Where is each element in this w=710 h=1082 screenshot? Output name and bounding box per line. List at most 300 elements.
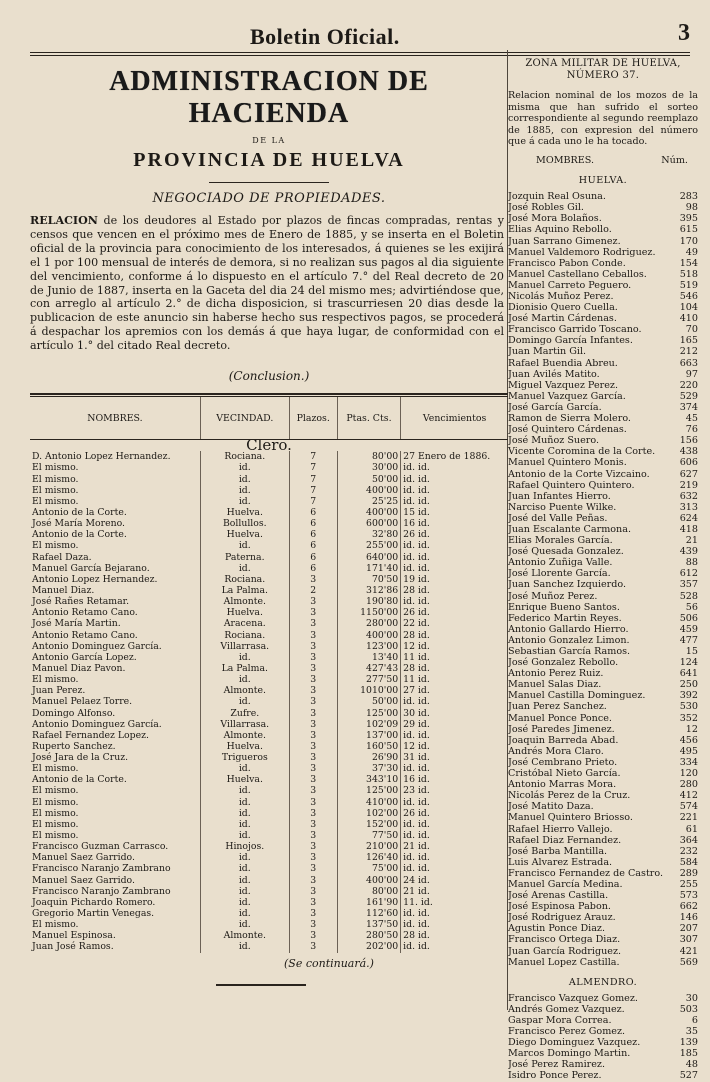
row-vecindad: id. <box>200 462 289 473</box>
list-item <box>508 635 698 646</box>
recruit-name: Dionisio Quero Cuella. <box>508 302 618 314</box>
zona-heading-1: ZONA MILITAR DE HUELVA, <box>525 58 681 69</box>
row-ptas: 400'00 <box>337 629 400 640</box>
recruit-name: Antonio Gonzalez Limon. <box>508 634 630 646</box>
row-vecindad: id. <box>200 908 289 919</box>
row-ptas: 26'90 <box>337 752 400 763</box>
row-ptas: 126'40 <box>337 852 400 863</box>
row-vecindad: id. <box>200 540 289 551</box>
recruit-number: 612 <box>679 568 698 580</box>
row-plazos: 3 <box>289 596 337 607</box>
table-row <box>30 574 508 585</box>
list-item <box>508 679 698 690</box>
list-item <box>508 1004 698 1015</box>
row-vecindad: id. <box>200 473 289 484</box>
recruit-number: 12 <box>685 723 698 735</box>
recruit-number: 528 <box>679 590 698 602</box>
recruit-name: Vicente Coromina de la Corte. <box>508 446 656 458</box>
table-row <box>30 551 508 562</box>
row-vecindad: id. <box>200 496 289 507</box>
recruit-number: 283 <box>679 191 698 203</box>
row-name: Antonio de la Corte. <box>32 774 127 786</box>
list-item <box>508 923 698 934</box>
list-item <box>508 901 698 912</box>
recruit-number: 280 <box>679 779 698 791</box>
group-label: Clero. <box>246 439 292 452</box>
table-row <box>30 451 508 462</box>
right-column <box>508 58 698 1082</box>
list-item <box>508 868 698 879</box>
row-plazos: 3 <box>289 908 337 919</box>
row-plazos: 3 <box>289 607 337 618</box>
list-item <box>508 402 698 413</box>
recruit-name: Jozquin Real Osuna. <box>508 191 606 203</box>
almendro-list <box>508 993 698 1082</box>
row-vecindad: id. <box>200 785 289 796</box>
row-plazos: 3 <box>289 618 337 629</box>
recruit-name: José Paredes Jimenez. <box>508 723 615 735</box>
row-vencimiento: 27 id. <box>401 685 508 696</box>
row-plazos: 3 <box>289 785 337 796</box>
row-vencimiento: id. id. <box>401 863 508 874</box>
row-vecindad: Trigueros <box>200 752 289 763</box>
row-vecindad: Huelva. <box>200 607 289 618</box>
recruit-name: Cristóbal Nieto García. <box>508 768 621 780</box>
table-row <box>30 886 508 897</box>
table-row <box>30 908 508 919</box>
table-row <box>30 473 508 484</box>
recruit-name: Juan Avilés Matito. <box>508 368 600 380</box>
row-name: El mismo. <box>32 495 79 507</box>
recruit-number: 606 <box>679 457 698 469</box>
recruit-number: 313 <box>679 501 698 513</box>
list-item <box>508 213 698 224</box>
table-row <box>30 507 508 518</box>
list-item <box>508 934 698 945</box>
recruit-name: Manuel García Medina. <box>508 878 623 890</box>
recruit-number: 76 <box>685 424 698 436</box>
row-name: Francisco Guzman Carrasco. <box>32 841 169 853</box>
recruit-name: Francisco Vazquez Gomez. <box>508 992 638 1004</box>
recruit-name: Luis Alvarez Estrada. <box>508 856 613 868</box>
row-ptas: 13'40 <box>337 652 400 663</box>
row-vencimiento: id. id. <box>401 496 508 507</box>
table-row <box>30 875 508 886</box>
row-vecindad: Bollullos. <box>200 518 289 529</box>
recruit-number: 418 <box>679 523 698 535</box>
table-row <box>30 462 508 473</box>
list-item <box>508 535 698 546</box>
row-plazos: 3 <box>289 574 337 585</box>
notice-paragraph <box>30 214 508 353</box>
row-vencimiento: id. id. <box>401 941 508 952</box>
table-row <box>30 652 508 663</box>
list-item <box>508 202 698 213</box>
recruit-name: Elias Aquino Rebollo. <box>508 224 612 236</box>
row-plazos: 3 <box>289 696 337 707</box>
list-item <box>508 546 698 557</box>
row-name: El mismo. <box>32 540 79 552</box>
recruit-number: 627 <box>679 468 698 480</box>
recruit-name: Manuel Quintero Monis. <box>508 457 627 469</box>
table-row <box>30 540 508 551</box>
row-ptas: 400'00 <box>337 507 400 518</box>
recruit-name: Joaquin Barreda Abad. <box>508 734 619 746</box>
recruit-number: 573 <box>679 890 698 902</box>
row-vecindad: id. <box>200 674 289 685</box>
row-ptas: 280'50 <box>337 930 400 941</box>
row-vencimiento: 16 id. <box>401 774 508 785</box>
recruit-number: 615 <box>679 224 698 236</box>
row-plazos: 7 <box>289 451 337 462</box>
recruit-number: 663 <box>679 357 698 369</box>
newspaper-title: Boletin Oficial. <box>250 24 400 49</box>
row-vencimiento: 16 id. <box>401 518 508 529</box>
row-ptas: 70'50 <box>337 574 400 585</box>
row-vencimiento: id. id. <box>401 819 508 830</box>
row-vencimiento: 30 id. <box>401 707 508 718</box>
row-vencimiento: 21 id. <box>401 841 508 852</box>
row-vecindad: id. <box>200 696 289 707</box>
recruit-number: 289 <box>679 867 698 879</box>
row-vencimiento: 27 Enero de 1886. <box>401 451 508 462</box>
debtors-table <box>30 396 508 952</box>
list-item <box>508 668 698 679</box>
recruit-number: 506 <box>679 612 698 624</box>
table-row <box>30 663 508 674</box>
recruit-name: Francisco Pabon Conde. <box>508 257 626 269</box>
recruit-number: 503 <box>679 1003 698 1015</box>
continues-note: (Se continuará.) <box>284 956 374 970</box>
row-vecindad: id. <box>200 919 289 930</box>
row-name: El mismo. <box>32 807 79 819</box>
row-name: Rafael Fernandez Lopez. <box>32 729 149 741</box>
recruit-number: 221 <box>679 812 698 824</box>
table-row <box>30 919 508 930</box>
list-item <box>508 957 698 968</box>
recruit-name: José Matito Daza. <box>508 801 594 813</box>
list-item <box>508 280 698 291</box>
row-name: Ruperto Sanchez. <box>32 740 116 752</box>
row-vecindad: Aracena. <box>200 618 289 629</box>
header-ptas: Ptas. Cts. <box>337 397 400 440</box>
row-ptas: 600'00 <box>337 518 400 529</box>
row-name: Antonio Lopez Hernandez. <box>32 573 158 585</box>
row-name: Antonio Dominguez García. <box>32 640 162 652</box>
row-plazos: 6 <box>289 540 337 551</box>
row-vecindad: Huelva. <box>200 741 289 752</box>
row-ptas: 255'00 <box>337 540 400 551</box>
row-vecindad: id. <box>200 941 289 952</box>
row-plazos: 3 <box>289 875 337 886</box>
recruit-number: 530 <box>679 701 698 713</box>
list-item <box>508 324 698 335</box>
row-vecindad: Almonte. <box>200 596 289 607</box>
recruit-name: Francisco Fernandez de Castro. <box>508 867 664 879</box>
row-vecindad: La Palma. <box>200 663 289 674</box>
row-name: Antonio de la Corte. <box>32 506 127 518</box>
recruit-number: 412 <box>679 790 698 802</box>
row-vencimiento: 28 id. <box>401 663 508 674</box>
recruit-number: 250 <box>679 679 698 691</box>
row-ptas: 160'50 <box>337 741 400 752</box>
row-vecindad: Huelva. <box>200 774 289 785</box>
list-item <box>508 313 698 324</box>
list-item <box>508 346 698 357</box>
table-row <box>30 863 508 874</box>
recruit-number: 546 <box>679 291 698 302</box>
recruit-name: José Muñoz Suero. <box>508 435 600 447</box>
row-vecindad: id. <box>200 830 289 841</box>
table-row <box>30 830 508 841</box>
paragraph-body: de los deudores al Estado por plazos de fincas compradas, rentas y censos que vencen en el próximo mes de Enero de 1885, y se inserta en el Boletin oficial de la provincia para conocimiento de los interesados, á quienes se les exijirá el 1 por 100 mensual de interés de demora, si no realizan sus pagos al dia siguiente del vencimiento, conforme á lo dispuesto en el artículo 7.° del Real decreto de 20 de Junio de 1887, inserta en la Gaceta del dia 24 del mismo mes; advirtiéndose que, con arreglo al artículo 2.° de dicha disposicion, si trascurriesen 20 dias desde la publicacion de este anuncio sin haberse hecho sus respectivos pagos, se procederá á despachar los apremios con los demás á que haya lugar, de conformidad con el artículo 1.° del citado Real decreto. <box>30 214 504 353</box>
row-name: Manuel Saez Garrido. <box>32 874 135 886</box>
recruit-name: Francisco Perez Gomez. <box>508 1026 626 1038</box>
huelva-list <box>508 191 698 968</box>
table-row <box>30 774 508 785</box>
table-row <box>30 696 508 707</box>
row-name: El mismo. <box>32 785 79 797</box>
row-ptas: 210'00 <box>337 841 400 852</box>
recruit-name: Antonio de la Corte Vizcaino. <box>508 468 650 480</box>
row-vencimiento: 28 id. <box>401 629 508 640</box>
row-plazos: 3 <box>289 797 337 808</box>
list-item <box>508 724 698 735</box>
recruit-number: 518 <box>679 268 698 280</box>
list-item <box>508 557 698 568</box>
row-vecindad: Almonte. <box>200 685 289 696</box>
row-vecindad: Almonte. <box>200 930 289 941</box>
recruit-name: Juan Infantes Hierro. <box>508 490 611 502</box>
list-item <box>508 768 698 779</box>
row-plazos: 6 <box>289 551 337 562</box>
list-item <box>508 491 698 502</box>
list-item <box>508 502 698 513</box>
recruit-number: 569 <box>679 956 698 968</box>
row-plazos: 3 <box>289 919 337 930</box>
list-item <box>508 335 698 346</box>
row-plazos: 3 <box>289 941 337 952</box>
recruit-number: 662 <box>679 901 698 913</box>
recruit-name: Gaspar Mora Correa. <box>508 1015 612 1026</box>
recruit-number: 88 <box>685 557 698 569</box>
recruit-number: 170 <box>679 235 698 247</box>
row-vecindad: Almonte. <box>200 730 289 741</box>
row-plazos: 6 <box>289 507 337 518</box>
recruit-name: Juan Sanchez Izquierdo. <box>508 579 627 591</box>
table-row <box>30 496 508 507</box>
list-item <box>508 247 698 258</box>
list-item <box>508 413 698 424</box>
recruit-name: Agustin Ponce Diaz. <box>508 923 606 935</box>
row-vencimiento: 12 id. <box>401 641 508 652</box>
recruit-name: Andrés Mora Claro. <box>508 745 604 757</box>
row-vencimiento: 15 id. <box>401 507 508 518</box>
table-row <box>30 730 508 741</box>
row-plazos: 2 <box>289 585 337 596</box>
recruit-name: José Espinosa Pabon. <box>508 901 611 913</box>
col-names-label: MOMBRES. <box>536 154 595 166</box>
row-vencimiento: id. id. <box>401 696 508 707</box>
header-plazos: Plazos. <box>289 397 337 440</box>
row-name: Antonio de la Corte. <box>32 529 127 541</box>
row-name: Juan Perez. <box>32 685 86 697</box>
list-item <box>508 524 698 535</box>
list-item <box>508 579 698 590</box>
recruit-name: José Quesada Gonzalez. <box>508 546 624 558</box>
recruit-name: Ramon de Sierra Molero. <box>508 413 631 425</box>
recruit-number: 165 <box>679 335 698 347</box>
row-name: Domingo Alfonso. <box>32 707 116 719</box>
recruit-number: 139 <box>679 1037 698 1049</box>
row-plazos: 3 <box>289 897 337 908</box>
row-vencimiento: id. id. <box>401 462 508 473</box>
recruit-name: Manuel Castilla Dominguez. <box>508 690 646 702</box>
row-vencimiento: 28 id. <box>401 585 508 596</box>
recruit-number: 146 <box>679 912 698 924</box>
recruit-number: 421 <box>679 945 698 957</box>
row-ptas: 137'00 <box>337 730 400 741</box>
table-row <box>30 629 508 640</box>
row-ptas: 25'25 <box>337 496 400 507</box>
recruit-number: 56 <box>685 601 698 613</box>
recruit-name: Federico Martin Reyes. <box>508 612 622 624</box>
row-vencimiento: 28 id. <box>401 930 508 941</box>
recruit-name: José García García. <box>508 401 602 413</box>
list-item <box>508 302 698 313</box>
row-ptas: 410'00 <box>337 797 400 808</box>
table-row <box>30 674 508 685</box>
row-vecindad: Huelva. <box>200 507 289 518</box>
huelva-heading: HUELVA. <box>578 175 628 187</box>
recruit-name: José Quintero Cárdenas. <box>508 424 627 436</box>
recruit-name: Rafael Hierro Vallejo. <box>508 823 613 835</box>
table-row <box>30 585 508 596</box>
recruit-name: Domingo García Infantes. <box>508 335 633 347</box>
table-row <box>30 808 508 819</box>
row-name: José María Martin. <box>32 618 121 630</box>
table-row <box>30 618 508 629</box>
row-vecindad: Rociana. <box>200 451 289 462</box>
paragraph-lead: RELACION <box>30 214 98 227</box>
row-ptas: 161'90 <box>337 897 400 908</box>
row-ptas: 125'00 <box>337 785 400 796</box>
row-plazos: 6 <box>289 529 337 540</box>
row-vencimiento: 26 id. <box>401 607 508 618</box>
row-plazos: 3 <box>289 730 337 741</box>
list-item <box>508 946 698 957</box>
recruit-number: 185 <box>679 1048 698 1060</box>
list-item <box>508 291 698 302</box>
table-row <box>30 596 508 607</box>
row-name: Gregorio Martin Venegas. <box>32 908 155 920</box>
list-item <box>508 779 698 790</box>
recruit-number: 364 <box>679 834 698 846</box>
row-ptas: 400'00 <box>337 875 400 886</box>
recruit-number: 527 <box>679 1070 698 1082</box>
row-vencimiento: 23 id. <box>401 785 508 796</box>
recruit-name: Juan Escalante Carmona. <box>508 523 632 535</box>
recruit-number: 207 <box>679 923 698 935</box>
recruit-name: Miguel Vazquez Perez. <box>508 379 618 391</box>
list-item <box>508 857 698 868</box>
recruit-number: 438 <box>679 446 698 458</box>
recruit-number: 154 <box>679 257 698 269</box>
recruit-number: 574 <box>679 801 698 813</box>
row-ptas: 112'60 <box>337 908 400 919</box>
row-plazos: 3 <box>289 741 337 752</box>
row-name: D. Antonio Lopez Hernandez. <box>32 451 171 463</box>
list-item <box>508 1037 698 1048</box>
table-row <box>30 518 508 529</box>
recruit-name: Francisco Ortega Diaz. <box>508 934 621 946</box>
relacion-text: Relacion nominal de los mozos de la misma que han sufrido el sorteo correspondiente al segundo reemplazo de 1885, con expresion del número que á cada uno le ha tocado. <box>508 90 698 148</box>
bottom-rule <box>216 984 306 986</box>
row-vecindad: id. <box>200 852 289 863</box>
list-item <box>508 746 698 757</box>
recruit-name: Rafael Quintero Quintero. <box>508 479 635 491</box>
table-row <box>30 741 508 752</box>
row-plazos: 3 <box>289 841 337 852</box>
recruit-name: Narciso Puente Wilke. <box>508 501 617 513</box>
list-item <box>508 824 698 835</box>
list-item <box>508 591 698 602</box>
list-item <box>508 690 698 701</box>
row-vencimiento: 29 id. <box>401 719 508 730</box>
list-item <box>508 469 698 480</box>
list-item <box>508 369 698 380</box>
list-item <box>508 358 698 369</box>
row-ptas: 32'80 <box>337 529 400 540</box>
recruit-name: Antonio Gallardo Hierro. <box>508 623 629 635</box>
recruit-number: 495 <box>679 745 698 757</box>
list-item <box>508 624 698 635</box>
recruit-name: José Llorente García. <box>508 568 611 580</box>
row-name: El mismo. <box>32 484 79 496</box>
list-item <box>508 269 698 280</box>
page-number: 3 <box>678 20 690 46</box>
short-rule <box>209 182 329 183</box>
table-row <box>30 707 508 718</box>
recruit-name: José Perez Ramirez. <box>508 1059 606 1071</box>
row-plazos: 3 <box>289 830 337 841</box>
row-plazos: 3 <box>289 819 337 830</box>
row-name: Manuel Saez Garrido. <box>32 852 135 864</box>
row-ptas: 1010'00 <box>337 685 400 696</box>
row-ptas: 102'00 <box>337 808 400 819</box>
recruit-name: José Cembrano Prieto. <box>508 756 618 768</box>
recruit-number: 156 <box>679 435 698 447</box>
list-header <box>508 155 698 166</box>
row-vencimiento: id. id. <box>401 919 508 930</box>
row-vencimiento: id. id. <box>401 797 508 808</box>
list-item <box>508 191 698 202</box>
col-num-label: Núm. <box>661 154 688 166</box>
recruit-number: 519 <box>679 279 698 291</box>
recruit-number: 624 <box>679 512 698 524</box>
row-plazos: 6 <box>289 518 337 529</box>
recruit-number: 70 <box>685 324 698 336</box>
recruit-name: Antonio Marras Mora. <box>508 779 617 791</box>
list-item <box>508 657 698 668</box>
recruit-number: 255 <box>679 878 698 890</box>
recruit-number: 641 <box>679 668 698 680</box>
recruit-name: Juan Sarrano Gimenez. <box>508 235 621 247</box>
row-ptas: 75'00 <box>337 863 400 874</box>
row-vencimiento: id. id. <box>401 596 508 607</box>
list-item <box>508 435 698 446</box>
row-ptas: 400'00 <box>337 485 400 496</box>
